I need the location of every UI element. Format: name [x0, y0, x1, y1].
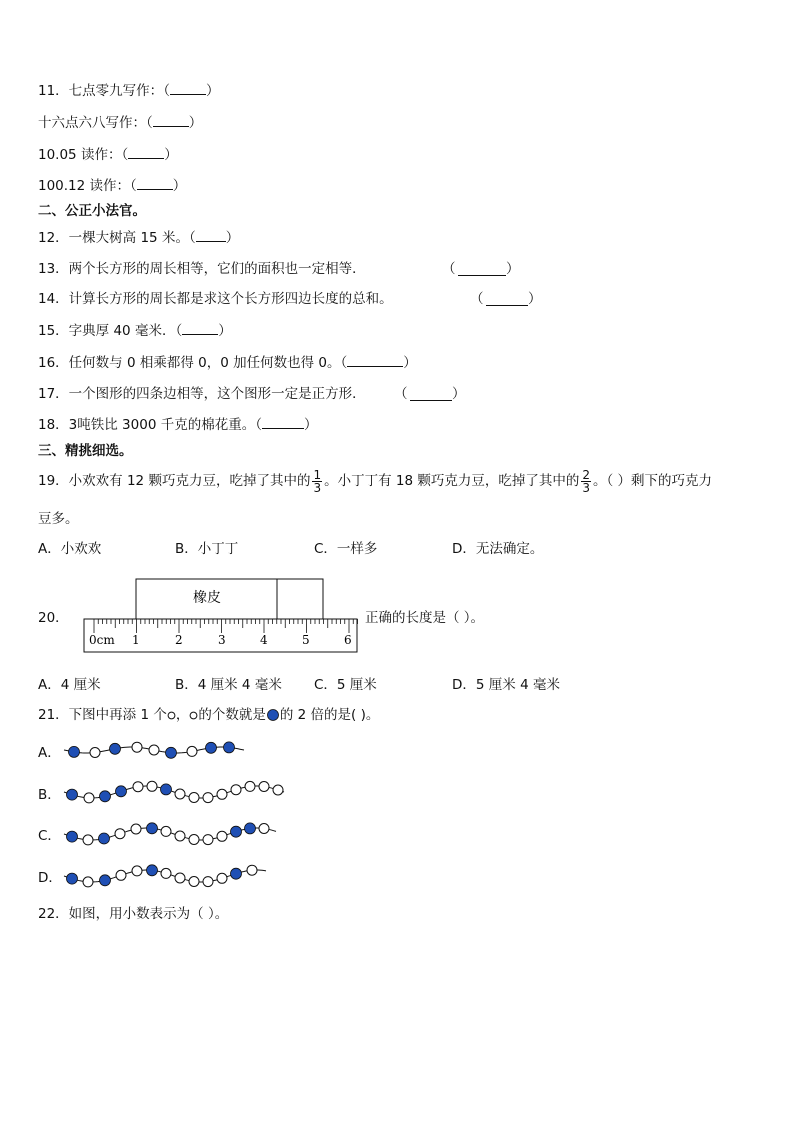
hollow-bead [175, 831, 185, 841]
q21-option-d[interactable]: D． [38, 870, 62, 886]
hollow-bead [217, 789, 227, 799]
answer-blank[interactable] [486, 293, 528, 306]
hollow-bead [84, 793, 94, 803]
answer-blank[interactable] [128, 146, 164, 159]
ruler-tick-label-5: 5 [302, 633, 310, 647]
ruler-tick-label-6: 6 [344, 633, 352, 647]
fraction-two-thirds: $\frac{2}{3}$ [582, 467, 590, 495]
answer-blank[interactable] [153, 114, 189, 127]
q15-text: 15．字典厚 40 毫米． [38, 323, 176, 339]
hollow-bead [259, 824, 269, 834]
q13-line: 13．两个长方形的周长相等，它们的面积也一定相等． （ ） [38, 261, 520, 277]
hollow-bead [187, 746, 197, 756]
q19-text-3: 。（ ）剩下的巧克力 [593, 473, 713, 489]
hollow-bead [116, 870, 126, 880]
hollow-bead [131, 824, 141, 834]
ruler-tick-label-2: 2 [175, 633, 183, 647]
q21-option-b[interactable]: B． [38, 787, 61, 803]
blue-bead [110, 743, 121, 754]
ruler-tick-label-0: 0cm [89, 633, 115, 647]
q17-text: 17．一个图形的四条边相等，这个图形一定是正方形． [38, 386, 366, 402]
q20-question: 正确的长度是（ ）。 [365, 610, 485, 626]
section-heading-2: 二、公正小法官。 [38, 203, 146, 219]
fraction-one-third: $\frac{1}{3}$ [313, 467, 322, 495]
q19-option-d[interactable]: D．无法确定。 [452, 541, 544, 557]
q20-option-d[interactable]: D．5 厘米 4 毫米 [452, 677, 560, 693]
q11-line-b: 十六点六八写作：（ ） [38, 115, 203, 131]
hollow-bead [83, 835, 93, 845]
q15-line: 15．字典厚 40 毫米．（ ） [38, 323, 232, 339]
q21-option-c[interactable]: C． [38, 828, 61, 844]
blue-bead [100, 791, 111, 802]
q11-b-text: 十六点六八写作： [38, 115, 146, 131]
q21-option-a[interactable]: A． [38, 745, 61, 761]
blue-bead [224, 742, 235, 753]
q22-line: 22．如图，用小数表示为（ ）。 [38, 906, 229, 922]
answer-blank[interactable] [347, 354, 403, 367]
answer-blank[interactable] [458, 263, 506, 276]
answer-blank[interactable] [137, 177, 173, 190]
hollow-bead [115, 829, 125, 839]
hollow-bead-icon [189, 711, 198, 720]
hollow-bead [231, 785, 241, 795]
q19-option-a[interactable]: A．小欢欢 [38, 541, 102, 557]
q13-text: 13．两个长方形的周长相等，它们的面积也一定相等． [38, 261, 366, 277]
q12-text: 12．一棵大树高 15 米。 [38, 230, 189, 246]
q21-text-2: 的个数就是 [198, 707, 266, 723]
blue-bead [99, 833, 110, 844]
q11-line-c: 10.05 读作：（ ） [38, 147, 178, 163]
q11-line-a: 11．七点零九写作：（ ） [38, 83, 220, 99]
q21-text-3: 的 2 倍的是( )。 [279, 707, 380, 723]
hollow-bead [133, 782, 143, 792]
q11-line-d: 100.12 读作：（ ） [38, 178, 187, 194]
blue-bead [116, 786, 127, 797]
hollow-bead [149, 745, 159, 755]
hollow-bead [175, 873, 185, 883]
q21-text-1: 21．下图中再添 1 个 [38, 707, 167, 723]
q12-line: 12．一棵大树高 15 米。（ ） [38, 230, 240, 246]
q19-text-2: 。小丁丁有 18 颗巧克力豆，吃掉了其中的 [324, 473, 580, 489]
blue-bead [147, 823, 158, 834]
hollow-bead [259, 782, 269, 792]
blue-bead-icon [266, 708, 280, 722]
answer-blank[interactable] [410, 388, 452, 401]
hollow-bead [83, 877, 93, 887]
blue-bead [67, 831, 78, 842]
bead-strings-figure [0, 730, 320, 900]
q19-text-1: 19．小欢欢有 12 颗巧克力豆，吃掉了其中的 [38, 473, 311, 489]
q18-line: 18．3吨铁比 3000 千克的棉花重。（ ） [38, 417, 318, 433]
eraser-label: 橡皮 [193, 590, 221, 606]
blue-bead [67, 789, 78, 800]
ruler-tick-label-4: 4 [260, 633, 268, 647]
q20-option-c[interactable]: C．5 厘米 [314, 677, 377, 693]
hollow-bead [90, 748, 100, 758]
ruler-figure [80, 576, 370, 656]
ruler-tick-label-3: 3 [218, 633, 226, 647]
hollow-bead [175, 789, 185, 799]
blue-bead [161, 784, 172, 795]
blue-bead [166, 747, 177, 758]
hollow-bead [132, 866, 142, 876]
q14-text: 14．计算长方形的周长都是求这个长方形四边长度的总和。 [38, 291, 393, 307]
hollow-bead [147, 781, 157, 791]
blue-bead [231, 826, 242, 837]
q16-line: 16．任何数与 0 相乘都得 0，0 加任何数也得 0。（ ） [38, 355, 417, 371]
hollow-bead [161, 868, 171, 878]
hollow-bead [247, 865, 257, 875]
q14-line: 14．计算长方形的周长都是求这个长方形四边长度的总和。 （ ） [38, 291, 542, 307]
q11-c-text: 10.05 读作： [38, 147, 122, 163]
blue-bead [231, 868, 242, 879]
q19-line [38, 466, 712, 496]
q20-number: 20． [38, 610, 69, 626]
blue-bead [69, 746, 80, 757]
answer-blank[interactable] [196, 229, 226, 242]
hollow-bead [203, 835, 213, 845]
hollow-bead [132, 742, 142, 752]
q19-option-c[interactable]: C．一样多 [314, 541, 378, 557]
hollow-bead [217, 873, 227, 883]
hollow-bead-icon [167, 711, 176, 720]
eraser-rect [136, 579, 323, 619]
q20-option-b[interactable]: B．4 厘米 4 毫米 [175, 677, 282, 693]
answer-blank[interactable] [170, 82, 206, 95]
q21-line: 21．下图中再添 1 个 ， 的个数就是 的 2 倍的是( )。 [38, 707, 380, 723]
q17-line: 17．一个图形的四条边相等，这个图形一定是正方形． （ ） [38, 386, 466, 402]
q11-d-text: 100.12 读作： [38, 178, 131, 194]
blue-bead [206, 742, 217, 753]
q19-line-2: 豆多。 [38, 511, 79, 527]
hollow-bead [203, 793, 213, 803]
hollow-bead [203, 877, 213, 887]
hollow-bead [189, 793, 199, 803]
answer-blank[interactable] [262, 416, 304, 429]
ruler-ticks [94, 619, 358, 633]
hollow-bead [273, 785, 283, 795]
hollow-bead [189, 877, 199, 887]
blue-bead [100, 875, 111, 886]
q11-a-text: 11．七点零九写作： [38, 83, 164, 99]
hollow-bead [217, 831, 227, 841]
q16-text: 16．任何数与 0 相乘都得 0，0 加任何数也得 0。 [38, 355, 341, 371]
q19-option-b[interactable]: B．小丁丁 [175, 541, 239, 557]
q18-text: 18．3吨铁比 3000 千克的棉花重。 [38, 417, 256, 433]
blue-bead [245, 823, 256, 834]
hollow-bead [161, 826, 171, 836]
hollow-bead [245, 781, 255, 791]
q20-option-a[interactable]: A．4 厘米 [38, 677, 101, 693]
answer-blank[interactable] [182, 322, 218, 335]
hollow-bead [189, 835, 199, 845]
blue-bead [147, 865, 158, 876]
ruler-tick-label-1: 1 [132, 633, 140, 647]
blue-bead [67, 873, 78, 884]
section-heading-3: 三、精挑细选。 [38, 443, 133, 459]
